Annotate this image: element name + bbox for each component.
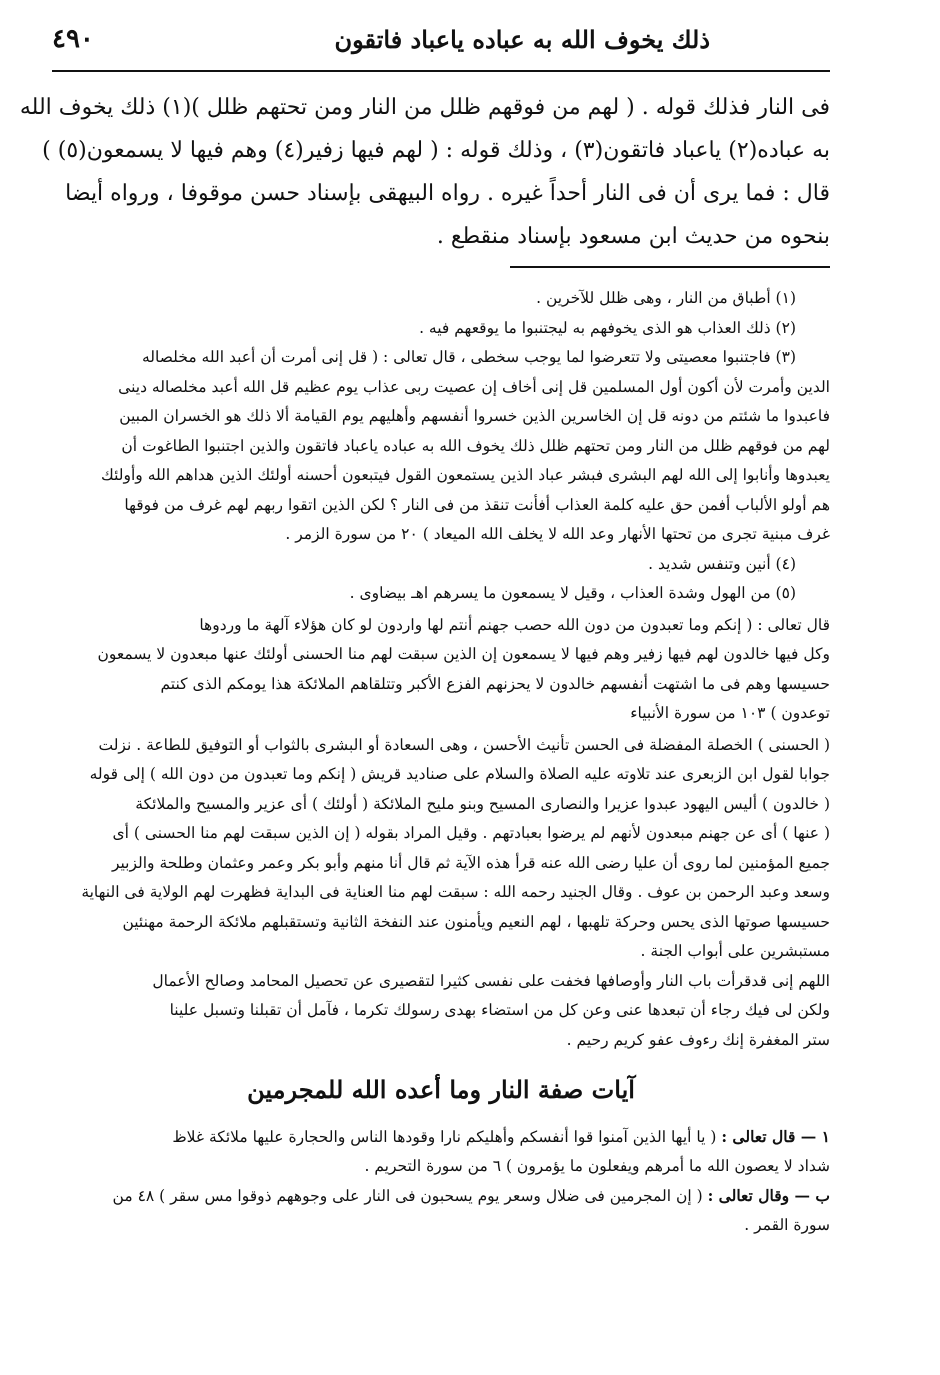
footnote-husna-line: ( الحسنى ) الخصلة المفضلة فى الحسن تأنيث الأحسن ، وهى السعادة أو البشرى بالثواب أو التوفيق للطاعة . نزلت — [98, 735, 830, 754]
footnote-husna-line: وسعد وعبد الرحمن بن عوف . وقال الجنيد رحمه الله : سبقت لهم منا العناية فى البداية فظهرت لهم الولاية فى النهاية — [81, 883, 830, 901]
footnote-anbiya-line: قال تعالى : ( إنكم وما تعبدون من دون الله حصب جهنم أنتم لها واردون لو كان هؤلاء آلهة ما وردوها — [199, 615, 830, 634]
footnote-3-line: هم أولو الألباب أفمن حق عليه كلمة العذاب أفأنت تنقذ من فى النار ؟ لكن الذين اتقوا ربهم لهم غرف من فوقها — [124, 495, 830, 514]
footnote-3 — [52, 343, 830, 550]
footnote-anbiya-line: حسيسها وهم فى ما اشتهت أنفسهم خالدون لا يحزنهم الفزع الأكبر وتتلقاهم الملائكة هذا يومكم الذى كنتم — [160, 674, 830, 693]
footnote-husna-line: حسيسها صوتها الذى يحس وحركة تلهبها ، لهم النعيم ويأمنون عند النفخة الثانية وتستقبلهم ملائكة الرحمة مهنئين — [122, 912, 830, 931]
footnote-3-line: (٣) فاجتنبوا معصيتى ولا تتعرضوا لما يوجب سخطى ، قال تعالى : ( قل إنى أمرت أن أعبد الله مخلصاله — [141, 348, 796, 366]
verse-list — [52, 1122, 830, 1240]
section-title: آيات صفة النار وما أعده الله للمجرمين — [247, 1075, 635, 1104]
verse-text: ( يا أيها الذين آمنوا قوا أنفسكم وأهليكم نارا وقودها الناس والحجارة عليها ملائكة غلاظ — [172, 1128, 717, 1146]
footnote-3-line: يعبدوها وأنابوا إلى الله لهم البشرى فبشر عباد الذين يستمعون القول فيتبعون أحسنه أولئك الذين هداهم الله وأولئك — [101, 466, 830, 484]
verse-label: ١ — قال تعالى : — [721, 1127, 830, 1146]
footnote-4: (٤) أنين وتنفس شديد . — [648, 554, 796, 573]
running-title: ذلك يخوف الله به عباده ياعباد فاتقون — [334, 24, 710, 54]
footnote-anbiya-line: توعدون ) ١٠٣ من سورة الأنبياء — [630, 704, 830, 722]
verse-text: شداد لا يعصون الله ما أمرهم ويفعلون ما يؤمرون ) ٦ من سورة التحريم . — [364, 1157, 830, 1175]
footnote-3-line: لهم من فوقهم ظلل من النار ومن تحتهم ظلل ذلك يخوف الله به عباده ياعباد فاتقون والذين اجتنبوا الطاغوت أن — [121, 436, 830, 455]
footnote-husna-line: مستبشرين على أبواب الجنة . — [640, 942, 830, 960]
page-number: ٤٩٠ — [52, 24, 94, 54]
verse-item — [52, 1181, 830, 1240]
main-text-line: به عباده(٢) ياعباد فاتقون(٣) ، وذلك قوله : ( لهم فيها زفير(٤) وهم فيها لا يسمعون(٥) ) — [42, 138, 830, 163]
verse-item — [52, 1122, 830, 1181]
footnote-anbiya-line: وكل فيها خالدون لهم فيها زفير وهم فيها لا يسمعون إن الذين سبقت لهم منا الحسنى أولئك عنها مبعدون لا يسمعون — [97, 645, 830, 663]
closing-prayer-line: ولكن لى فيك رجاء أن تبعدها عنى وعن كل من استضاء بهدى رسولك تكرما ، فآمل أن تقبلنا وتسبل علينا — [169, 1001, 830, 1019]
footnote-husna-line: ( خالدون ) أليس اليهود عبدوا عزيرا والنصارى المسيح وبنو مليح الملائكة ( أولئك ) أى عزير والمسيح والملائكة — [135, 794, 830, 813]
main-text-line: بنحوه من حديث ابن مسعود بإسناد منقطع . — [436, 224, 830, 249]
footnote-1: (١) أطباق من النار ، وهى ظلل للآخرين . — [536, 289, 796, 307]
footnote-husna — [52, 729, 830, 967]
closing-prayer — [52, 967, 830, 1056]
footnote-2: (٢) ذلك العذاب هو الذى يخوفهم به ليجتنبوا ما يوقعهم فيه . — [419, 318, 796, 337]
footnote-3-line: غرف مبنية تجرى من تحتها الأنهار وعد الله لا يخلف الله الميعاد ) ٢٠ من سورة الزمر . — [285, 525, 830, 543]
verse-text: ( إن المجرمين فى ضلال وسعر يوم يسحبون فى النار على وجوههم ذوقوا مس سقر ) ٤٨ من — [112, 1187, 703, 1205]
main-text-line: فى النار فذلك قوله . ( لهم من فوقهم ظلل من النار ومن تحتهم ظلل )(١) ذلك يخوف الله — [19, 95, 830, 120]
footnote-5: (٥) من الهول وشدة العذاب ، وقيل لا يسمعون ما يسرهم اهـ بيضاوى . — [349, 584, 796, 602]
main-text — [19, 86, 830, 264]
main-text-line: قال : فما يرى أن فى النار أحداً غيره . رواه البيهقى بإسناد حسن موقوفا ، ورواه أيضا — [65, 181, 830, 206]
closing-prayer-line: اللهم إنى قدقرأت باب النار وأوصافها فخفت على نفسى كثيرا لتقصيرى عن تحصيل المحامد وصالح الأعمال — [152, 971, 830, 990]
footnote-3-line: فاعبدوا ما شئتم من دونه قل إن الخاسرين الذين خسروا أنفسهم وأهليهم يوم القيامة ألا ذلك هو الخسران المبين — [119, 407, 830, 425]
page-header — [52, 8, 830, 72]
footnote-3-line: الدين وأمرت لأن أكون أول المسلمين قل إنى أخاف إن عصيت ربى عذاب يوم عظيم قل الله أعبد مخلصاله دينى — [118, 377, 830, 396]
verse-text: سورة القمر . — [744, 1216, 830, 1234]
footnote-anbiya — [52, 609, 830, 729]
footnote-husna-line: جميع المؤمنين لما روى أن عليا رضى الله عنه قرأ هذه الآية ثم قال أنا منهم وأبو بكر وعمر وعثمان وطلحة والزبير — [111, 853, 830, 872]
footnote-separator — [510, 266, 830, 268]
footnote-husna-line: ( عنها ) أى عن جهنم مبعدون لأنهم لم يرضوا بعبادتهم . وقيل المراد بقوله ( إن الذين سبقت لهم منا الحسنى ) أى — [112, 824, 830, 842]
closing-prayer-line: ستر المغفرة إنك رءوف عفو كريم رحيم . — [566, 1030, 830, 1049]
footnotes — [52, 284, 830, 967]
verse-label: ب — وقال تعالى : — [707, 1186, 830, 1205]
footnote-husna-line: جوابا لقول ابن الزبعرى عند تلاوته عليه الصلاة والسلام على صناديد قريش ( إنكم وما تعبدون من دون الله ) إلى قوله — [89, 765, 830, 783]
